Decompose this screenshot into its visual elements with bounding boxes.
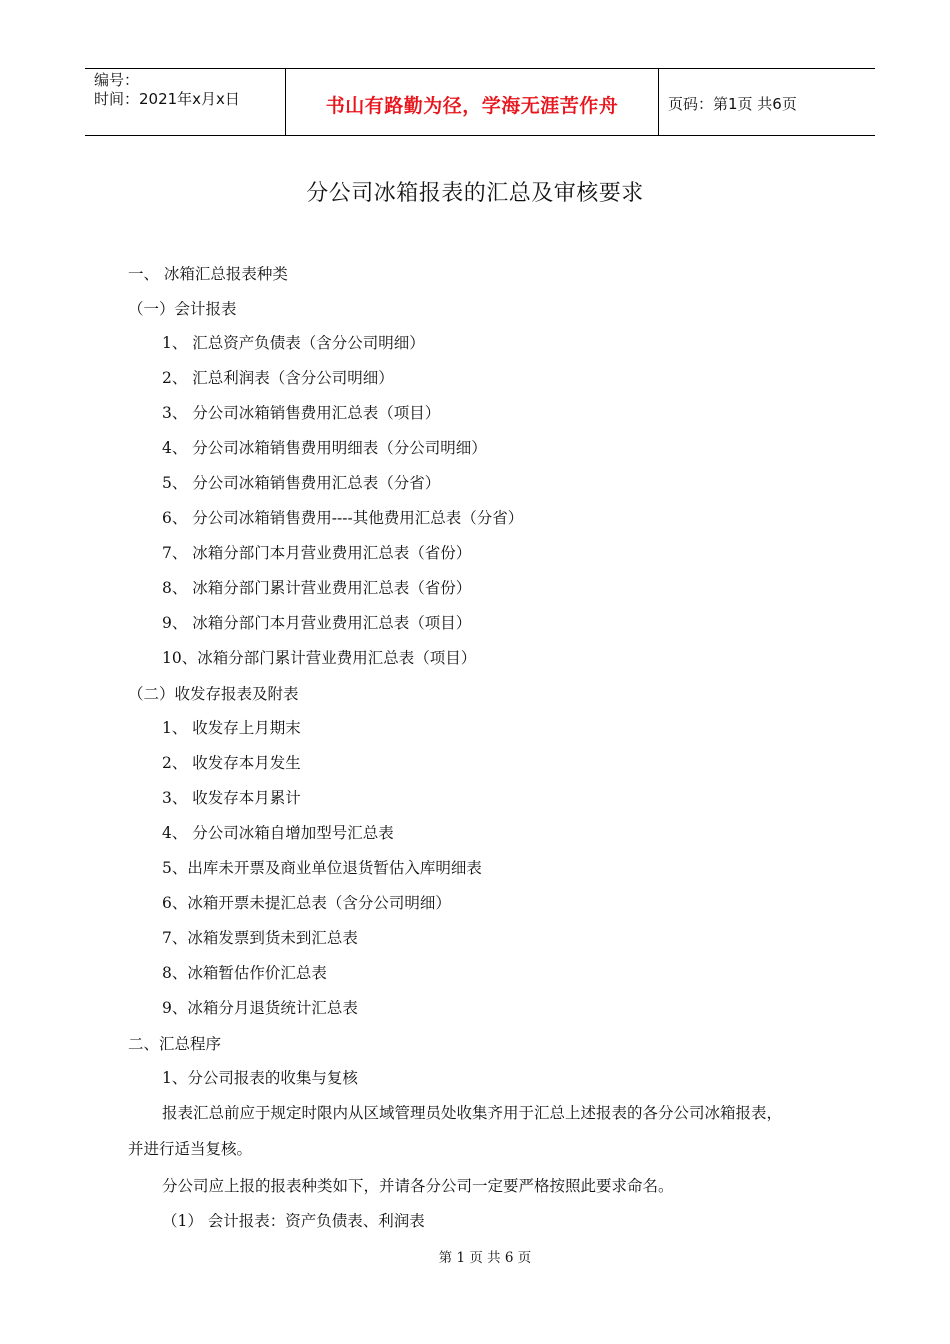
paragraph-line: 报表汇总前应于规定时限内从区域管理员处收集齐用于汇总上述报表的各分公司冰箱报表， (162, 1104, 783, 1122)
list-item: （1） 会计报表：资产负债表、利润表 (162, 1212, 425, 1230)
subsection-heading: （一）会计报表 (128, 300, 237, 318)
list-item: 8、冰箱暂估作价汇总表 (162, 964, 327, 982)
subsection-heading: （二）收发存报表及附表 (128, 685, 299, 703)
subsection-heading: 1、分公司报表的收集与复核 (162, 1069, 358, 1087)
list-item: 4、 分公司冰箱销售费用明细表（分公司明细） (162, 439, 487, 457)
time-label: 时间：2021年x月x日 (94, 90, 240, 108)
list-item: 9、冰箱分月退货统计汇总表 (162, 999, 358, 1017)
list-item: 5、 分公司冰箱销售费用汇总表（分省） (162, 474, 441, 492)
list-item: 6、 分公司冰箱销售费用----其他费用汇总表（分省） (162, 509, 524, 527)
list-item: 1、 收发存上月期末 (162, 719, 301, 737)
section-heading: 二、汇总程序 (128, 1035, 222, 1053)
header-motto-cell (285, 69, 659, 135)
list-item: 1、 汇总资产负债表（含分公司明细） (162, 334, 425, 352)
list-item: 2、 收发存本月发生 (162, 754, 301, 772)
list-item: 3、 收发存本月累计 (162, 789, 301, 807)
list-item: 7、冰箱发票到货未到汇总表 (162, 929, 358, 947)
header-meta (85, 69, 285, 135)
list-item: 8、 冰箱分部门累计营业费用汇总表（省份） (162, 579, 472, 597)
page-footer: 第 1 页 共 6 页 (438, 1250, 532, 1266)
page-header (85, 68, 875, 136)
list-item: 10、冰箱分部门累计营业费用汇总表（项目） (162, 649, 477, 667)
document-title: 分公司冰箱报表的汇总及审核要求 (306, 181, 644, 206)
list-item: 7、 冰箱分部门本月营业费用汇总表（省份） (162, 544, 472, 562)
header-motto: 书山有路勤为径，学海无涯苦作舟 (325, 94, 619, 117)
section-heading: 一、 冰箱汇总报表种类 (128, 265, 288, 283)
list-item: 2、 汇总利润表（含分公司明细） (162, 369, 394, 387)
paragraph-line: 分公司应上报的报表种类如下，并请各分公司一定要严格按照此要求命名。 (162, 1177, 674, 1195)
list-item: 6、冰箱开票未提汇总表（含分公司明细） (162, 894, 451, 912)
header-page-cell (659, 69, 875, 135)
list-item: 5、出库未开票及商业单位退货暂估入库明细表 (162, 859, 482, 877)
number-label: 编号： (94, 71, 140, 89)
page-label: 页码：第1页 共6页 (668, 94, 797, 113)
list-item: 9、 冰箱分部门本月营业费用汇总表（项目） (162, 614, 472, 632)
list-item: 3、 分公司冰箱销售费用汇总表（项目） (162, 404, 441, 422)
paragraph-line: 并进行适当复核。 (128, 1140, 253, 1158)
list-item: 4、 分公司冰箱自增加型号汇总表 (162, 824, 394, 842)
